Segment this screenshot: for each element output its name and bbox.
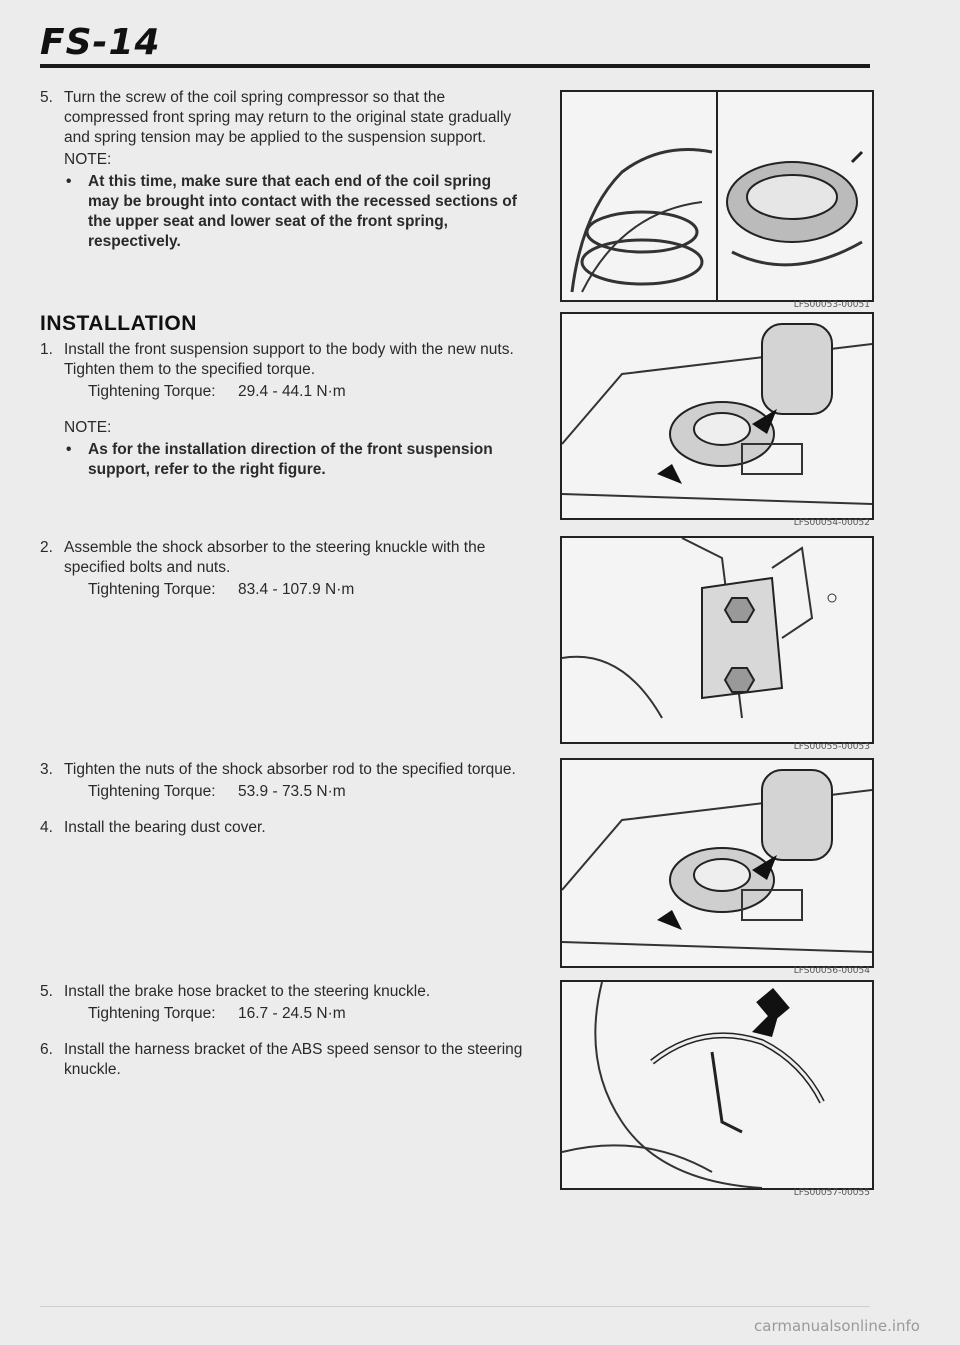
- footer-rule: [40, 1306, 870, 1307]
- step-text: Install the bearing dust cover.: [64, 819, 266, 836]
- step-text: Install the harness bracket of the ABS speed sensor to the steering knuckle.: [64, 1041, 523, 1078]
- figure-spring-compressor: [560, 90, 874, 302]
- section-title: INSTALLATION: [40, 312, 197, 335]
- step-5-block: [40, 88, 525, 252]
- torque-value: 29.4 - 44.1 N·m: [238, 383, 346, 400]
- install-step-2-block: [40, 538, 525, 600]
- note-bullet-text: As for the installation direction of the front suspension support, refer to the right figure.: [88, 441, 493, 478]
- page-id: FS-14: [40, 22, 161, 63]
- torque-spec: [40, 782, 525, 802]
- figure-code: LFS00053-00051: [793, 300, 870, 310]
- step-text: Install the brake hose bracket to the steering knuckle.: [64, 983, 431, 1000]
- figure-absorber-rod-nuts: [560, 758, 874, 968]
- torque-value: 53.9 - 73.5 N·m: [238, 783, 346, 800]
- note-bullet-text: At this time, make sure that each end of the coil spring may be brought into contact with the recessed sections of the upper seat and lower seat of the front spring, respectively.: [88, 173, 517, 250]
- note-label: NOTE:: [64, 151, 112, 168]
- figure-code: LFS00055-00053: [793, 742, 870, 752]
- torque-value: 83.4 - 107.9 N·m: [238, 581, 355, 598]
- figure-brake-hose-bracket: [560, 980, 874, 1190]
- step-number: 3.: [40, 761, 53, 778]
- torque-label: Tightening Torque:: [88, 1005, 216, 1022]
- step-number: 5.: [40, 89, 53, 106]
- figure-suspension-support: [560, 312, 874, 520]
- step-number: 2.: [40, 539, 53, 556]
- step-text: Turn the screw of the coil spring compressor so that the compressed front spring may return to the original state gradually and spring tension may be applied to the suspension support.: [64, 89, 512, 146]
- torque-spec: [40, 1004, 525, 1024]
- bullet-icon: •: [66, 173, 72, 190]
- step-number: 4.: [40, 819, 53, 836]
- torque-label: Tightening Torque:: [88, 783, 216, 800]
- install-step-3-block: [40, 760, 525, 838]
- torque-label: Tightening Torque:: [88, 383, 216, 400]
- note-label: NOTE:: [64, 419, 112, 436]
- step-number: 1.: [40, 341, 53, 358]
- step-text: Install the front suspension support to the body with the new nuts. Tighten them to the specified torque.: [64, 341, 514, 378]
- torque-value: 16.7 - 24.5 N·m: [238, 1005, 346, 1022]
- install-step-5-block: [40, 982, 525, 1080]
- torque-spec: [40, 580, 525, 600]
- torque-spec: [40, 382, 525, 402]
- figure-shock-absorber-knuckle: [560, 536, 874, 744]
- figure-code: LFS00056-00054: [793, 966, 870, 976]
- bullet-icon: •: [66, 441, 72, 458]
- install-step-1-block: [40, 340, 525, 480]
- figure-code: LFS00054-00052: [793, 518, 870, 528]
- step-text: Assemble the shock absorber to the steering knuckle with the specified bolts and nuts.: [64, 539, 486, 576]
- step-text: Tighten the nuts of the shock absorber rod to the specified torque.: [64, 761, 516, 778]
- torque-label: Tightening Torque:: [88, 581, 216, 598]
- figure-code: LFS00057-00055: [793, 1188, 870, 1198]
- step-number: 5.: [40, 983, 53, 1000]
- step-number: 6.: [40, 1041, 53, 1058]
- header-rule: [40, 64, 870, 68]
- watermark: carmanualsonline.info: [754, 1317, 920, 1335]
